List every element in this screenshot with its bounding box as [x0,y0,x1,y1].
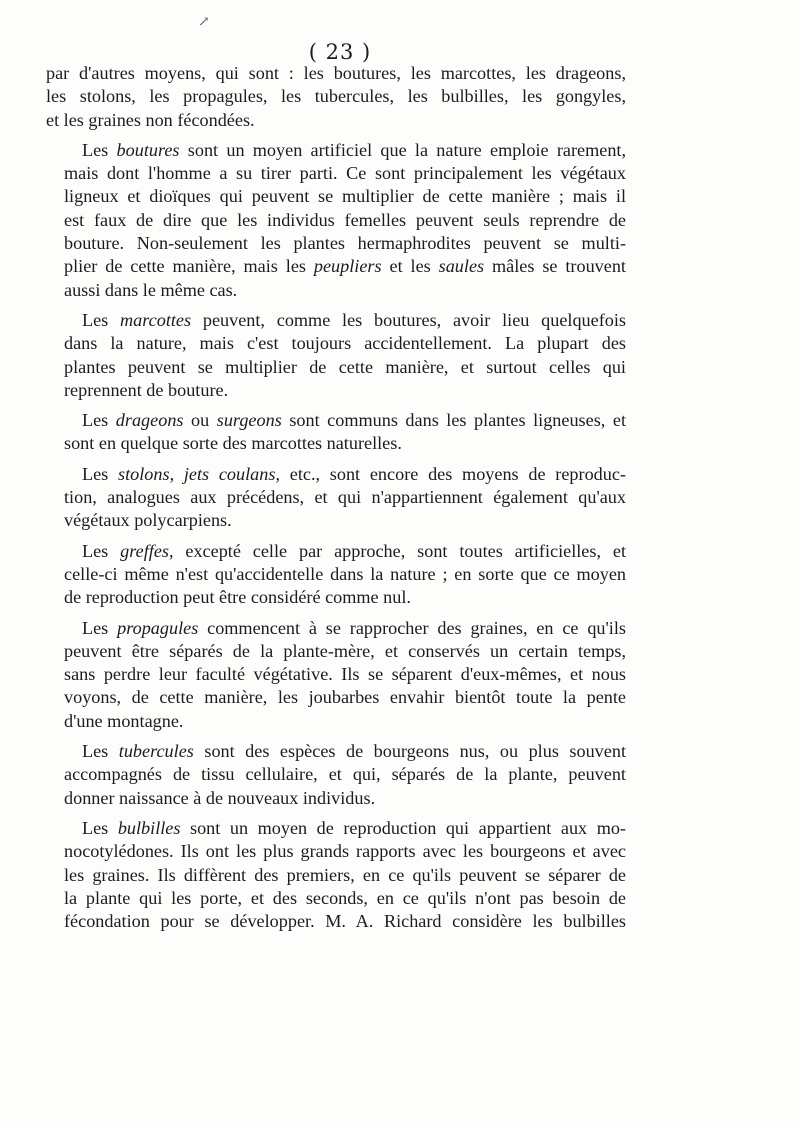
text-line: peuvent être séparés de la plante-mère, et conservés un certain temps, [64,640,626,661]
text-line: tion, analogues aux précédens, et qui n'appartiennent également qu'aux [64,487,626,508]
text-line: celle-ci même n'est qu'accidentelle dans la nature ; en sorte que ce moyen [64,563,626,584]
body-text [46,62,626,933]
text-line: nocotylédones. Ils ont les plus grands rapports avec les bourgeons et avec [64,841,626,862]
text-line: mais dont l'homme a su tirer parti. Ce sont principalement les végétaux [64,163,626,184]
text-line: bouture. Non-seulement les plantes hermaphrodites peuvent se multi- [64,233,626,254]
paragraph [46,540,626,610]
text-line: donner naissance à de nouveaux individus. [64,787,376,808]
text-line: de reproduction peut être considéré comme nul. [64,587,411,608]
italic-term: bulbilles [117,817,181,838]
italic-term: marcottes [120,309,192,330]
paragraph [46,139,626,302]
italic-term: boutures [116,139,180,160]
text-line: Les marcottes peuvent, comme les boutures, avoir lieu quelquefois [82,309,626,330]
text-line: Les tubercules sont des espèces de bourgeons nus, ou plus souvent [82,741,626,762]
text-line: ligneux et dioïques qui peuvent se multiplier de cette manière ; mais il [64,186,626,207]
italic-term: drageons [115,410,184,431]
text-line: la plante qui les porte, et des seconds, en ce qu'ils n'ont pas besoin de [64,887,626,908]
text-line: et les graines non fécondées. [46,109,255,130]
text-line: végétaux polycarpiens. [64,510,232,531]
text-line: Les greffes, excepté celle par approche, sont toutes artificielles, et [82,540,626,561]
text-line: Les drageons ou surgeons sont communs dans les plantes ligneuses, et [82,410,626,431]
corner-mark: ↗ [198,14,210,30]
text-line: plantes peuvent se multiplier de cette manière, et surtout celles qui [64,356,626,377]
text-line: est faux de dire que les individus femelles peuvent seuls reprendre de [64,209,626,230]
text-line: d'une montagne. [64,710,184,731]
text-line: sans perdre leur faculté végétative. Ils se séparent d'eux-mêmes, et nous [64,664,626,685]
italic-term: saules [438,256,485,277]
text-line: voyons, de cette manière, les joubarbes envahir bientôt toute la pente [64,687,626,708]
paragraph [46,463,626,533]
paragraph [46,409,626,456]
paragraph [46,740,626,810]
text-line: Les boutures sont un moyen artificiel que la nature emploie rarement, [82,139,627,160]
paragraph [46,817,626,933]
italic-term: propagules [117,617,199,638]
text-line: Les bulbilles sont un moyen de reproduction qui appartient aux mo- [82,817,626,838]
paragraph [46,62,626,132]
text-line: accompagnés de tissu cellulaire, et qui, séparés de la plante, peuvent [64,764,626,785]
italic-term: greffes [120,540,169,561]
italic-term: peupliers [313,256,382,277]
text-line: les graines. Ils diffèrent des premiers, en ce qu'ils peuvent se séparer de [64,864,626,885]
page-number: ( 23 ) [308,40,372,64]
text-line: fécondation pour se développer. M. A. Richard considère les bulbilles [64,911,626,932]
italic-term: tubercules [118,741,194,762]
text-line: Les stolons, jets coulans, etc., sont encore des moyens de reproduc- [82,463,626,484]
text-line: par d'autres moyens, qui sont : les boutures, les marcottes, les drageons, [46,63,626,83]
text-line: reprennent de bouture. [64,379,229,400]
italic-term: surgeons [216,410,282,431]
italic-term: jets coulans [183,463,276,484]
text-line: Les propagules commencent à se rapprocher des graines, en ce qu'ils [82,617,626,638]
text-line: plier de cette manière, mais les peupliers et les saules mâles se trouvent [64,256,626,277]
text-line: aussi dans le même cas. [64,279,238,300]
text-line: sont en quelque sorte des marcottes naturelles. [64,433,402,454]
italic-term: stolons [118,463,170,484]
paragraph [46,617,626,733]
text-line: dans la nature, mais c'est toujours accidentellement. La plupart des [64,333,626,354]
paragraph [46,309,626,402]
text-line: les stolons, les propagules, les tubercules, les bulbilles, les gongyles, [46,86,626,107]
